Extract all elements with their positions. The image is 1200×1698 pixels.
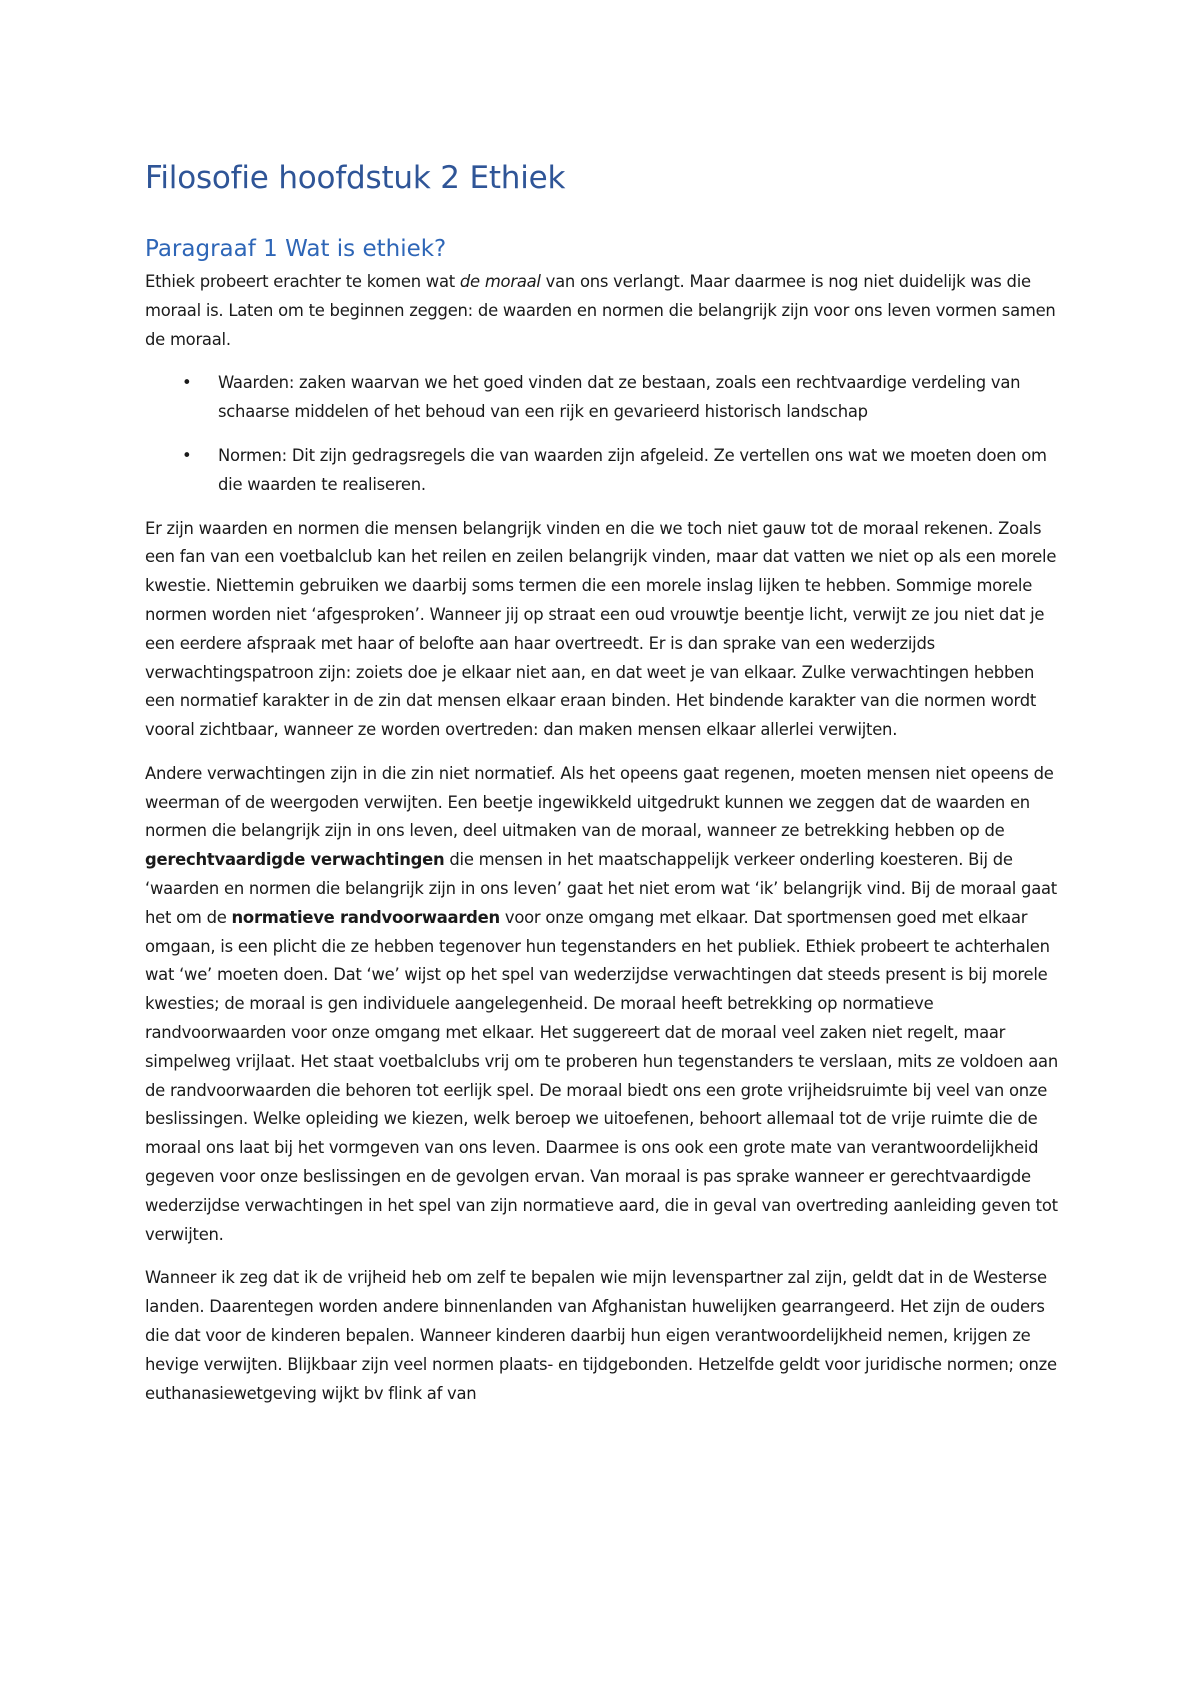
list-item-text: Waarden: zaken waarvan we het goed vinden dat ze bestaan, zoals een rechtvaardige verdeling van schaarse middelen of het behoud van een rijk en gevarieerd historisch landschap xyxy=(218,373,1021,422)
list-item-text: Normen: Dit zijn gedragsregels die van waarden zijn afgeleid. Ze vertellen ons wat we moeten doen om die waarden te realiseren. xyxy=(218,445,1047,494)
bullet-list xyxy=(145,369,1065,499)
bullet-icon: • xyxy=(182,373,192,393)
section-heading: Paragraaf 1 Wat is ethiek? xyxy=(145,236,447,263)
paragraph-3-text-c: die mensen in het maatschappelijk verkeer onderling koesteren. Bij de ‘waarden en normen die belangrijk zijn in ons leven’ gaat het niet erom wat ‘ik’ belangrijk vind. Bij de moraal gaat het om de xyxy=(145,850,1057,927)
intro-emphasis: de moraal xyxy=(459,271,541,291)
document-title: Filosofie hoofdstuk 2 Ethiek xyxy=(145,160,566,196)
bullet-icon: • xyxy=(182,445,192,465)
paragraph-3-bold-term-1: gerechtvaardigde verwachtingen xyxy=(145,850,445,870)
list-item xyxy=(145,369,1065,427)
intro-text-end: van ons verlangt. Maar daarmee is nog niet duidelijk was die moraal is. Laten om te beginnen zeggen: de waarden en normen die belangrijk zijn voor ons leven vormen samen de moraal. xyxy=(145,271,1056,349)
intro-text-start: Ethiek probeert erachter te komen wat xyxy=(145,271,460,291)
intro-paragraph xyxy=(145,268,1065,354)
body-paragraph-3 xyxy=(145,760,1065,1250)
document-page xyxy=(145,160,1065,1423)
list-item xyxy=(145,442,1065,500)
body-paragraph-4: Wanneer ik zeg dat ik de vrijheid heb om zelf te bepalen wie mijn levenspartner zal zijn, geldt dat in de Westerse landen. Daarentegen worden andere binnenlanden van Afghanistan huwelijken gearrangeerd. Het zijn de ouders die dat voor de kinderen bepalen. Wanneer kinderen daarbij hun eigen verantwoordelijkheid nemen, krijgen ze hevige verwijten. Blijkbaar zijn veel normen plaats- en tijdgebonden. Hetzelfde geldt voor juridische normen; onze euthanasiewetgeving wijkt bv flink af van xyxy=(145,1268,1057,1403)
paragraph-3-bold-term-2: normatieve randvoorwaarden xyxy=(231,907,500,927)
body-paragraph-2: Er zijn waarden en normen die mensen belangrijk vinden en die we toch niet gauw tot de moraal rekenen. Zoals een fan van een voetbalclub kan het reilen en zeilen belangrijk vinden, maar dat vatten we niet op als een morele kwestie. Niettemin gebruiken we daarbij soms termen die een morele inslag lijken te hebben. Sommige morele normen worden niet ‘afgesproken’. Wanneer jij op straat een oud vrouwtje beentje licht, verwijt ze jou niet dat je een eerdere afspraak met haar of belofte aan haar overtreedt. Er is dan sprake van een wederzijds verwachtingspatroon zijn: zoiets doe je elkaar niet aan, en dat weet je van elkaar. Zulke verwachtingen hebben een normatief karakter in de zin dat mensen elkaar eraan binden. Het bindende karakter van die normen wordt vooral zichtbaar, wanneer ze worden overtreden: dan maken mensen elkaar allerlei verwijten. xyxy=(145,518,1057,740)
paragraph-3-text-e: voor onze omgang met elkaar. Dat sportmensen goed met elkaar omgaan, is een plicht die ze hebben tegenover hun tegenstanders en het publiek. Ethiek probeert te achterhalen wat ‘we’ moeten doen. Dat ‘we’ wijst op het spel van wederzijdse verwachtingen dat steeds present is bij morele kwesties; de moraal is gen individuele aangelegenheid. De moraal heeft betrekking op normatieve randvoorwaarden voor onze omgang met elkaar. Het suggereert dat de moraal veel zaken niet regelt, maar simpelweg vrijlaat. Het staat voetbalclubs vrij om te proberen hun tegenstanders te verslaan, mits ze voldoen aan de randvoorwaarden die behoren tot eerlijk spel. De moraal biedt ons een grote vrijheidsruimte bij veel van onze beslissingen. Welke opleiding we kiezen, welk beroep we uitoefenen, behoort allemaal tot de vrije ruimte die de moraal ons laat bij het vormgeven van ons leven. Daarmee is ons ook een grote mate van verantwoordelijkheid gegeven voor onze beslissingen en de gevolgen ervan. Van moraal is pas sprake wanneer er gerechtvaardigde wederzijdse verwachtingen in het spel van zijn normatieve aard, die in geval van overtreding aanleiding geven tot verwijten. xyxy=(145,907,1058,1244)
paragraph-3-text-a: Andere verwachtingen zijn in die zin niet normatief. Als het opeens gaat regenen, moeten mensen niet opeens de weerman of de weergoden verwijten. Een beetje ingewikkeld uitgedrukt kunnen we zeggen dat de waarden en normen die belangrijk zijn in ons leven, deel uitmaken van de moraal, wanneer ze betrekking hebben op de xyxy=(145,763,1054,841)
